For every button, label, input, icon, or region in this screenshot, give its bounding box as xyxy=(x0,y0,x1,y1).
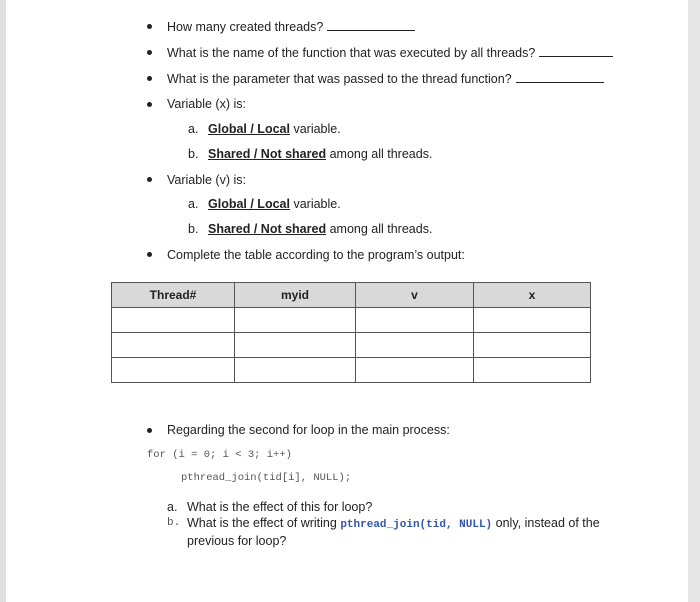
bullet-dot xyxy=(147,428,152,433)
table-cell[interactable] xyxy=(235,358,356,383)
bullet-dot xyxy=(147,102,152,107)
loop-intro: Regarding the second for loop in the main process: xyxy=(167,423,450,437)
table-cell[interactable] xyxy=(112,333,235,358)
header-x: x xyxy=(474,283,591,308)
question-variable-x: Variable (x) is: xyxy=(167,97,246,111)
header-thread: Thread# xyxy=(112,283,235,308)
question-parameter xyxy=(167,72,604,86)
question-text: How many created threads? xyxy=(167,20,324,34)
header-v: v xyxy=(356,283,474,308)
table-cell[interactable] xyxy=(474,358,591,383)
question-variable-v: Variable (v) is: xyxy=(167,173,246,187)
x-option-b: b. Shared / Not shared among all threads. xyxy=(188,147,433,161)
code-for-loop: for (i = 0; i < 3; i++) xyxy=(147,449,292,461)
bullet-dot xyxy=(147,76,152,81)
table-cell[interactable] xyxy=(474,333,591,358)
bullet-dot xyxy=(147,24,152,29)
v-option-a: a. Global / Local variable. xyxy=(188,197,341,211)
inline-code: pthread_join(tid, NULL) xyxy=(340,519,493,531)
bullet-dot xyxy=(147,252,152,257)
choice-shared-not-shared[interactable]: Shared / Not shared xyxy=(208,147,327,161)
table-cell[interactable] xyxy=(112,308,235,333)
table-cell[interactable] xyxy=(112,358,235,383)
table-cell[interactable] xyxy=(235,333,356,358)
header-myid: myid xyxy=(235,283,356,308)
code-pthread-join: pthread_join(tid[i], NULL); xyxy=(181,472,352,484)
question-text: What is the name of the function that was executed by all threads? xyxy=(167,46,536,60)
answer-blank[interactable] xyxy=(539,46,613,57)
choice-shared-not-shared[interactable]: Shared / Not shared xyxy=(208,222,327,236)
table-cell[interactable] xyxy=(235,308,356,333)
bullet-dot xyxy=(147,50,152,55)
v-option-b: b. Shared / Not shared among all threads. xyxy=(188,222,433,236)
table-cell[interactable] xyxy=(356,308,474,333)
choice-global-local[interactable]: Global / Local xyxy=(208,122,290,136)
table-header-row xyxy=(112,283,591,308)
x-option-a: a. Global / Local variable. xyxy=(188,122,341,136)
table-row xyxy=(112,358,591,383)
table-cell[interactable] xyxy=(356,333,474,358)
table-cell[interactable] xyxy=(356,358,474,383)
table-row xyxy=(112,308,591,333)
table-row xyxy=(112,333,591,358)
question-function-name xyxy=(167,46,613,60)
output-table xyxy=(111,282,591,383)
answer-blank[interactable] xyxy=(516,72,604,83)
table-cell[interactable] xyxy=(474,308,591,333)
choice-global-local[interactable]: Global / Local xyxy=(208,197,290,211)
bullet-dot xyxy=(147,177,152,182)
question-threads-count xyxy=(167,20,415,34)
right-margin xyxy=(688,0,700,602)
answer-blank[interactable] xyxy=(327,20,415,31)
question-table: Complete the table according to the program’s output: xyxy=(167,248,465,262)
question-text: What is the parameter that was passed to the thread function? xyxy=(167,72,512,86)
